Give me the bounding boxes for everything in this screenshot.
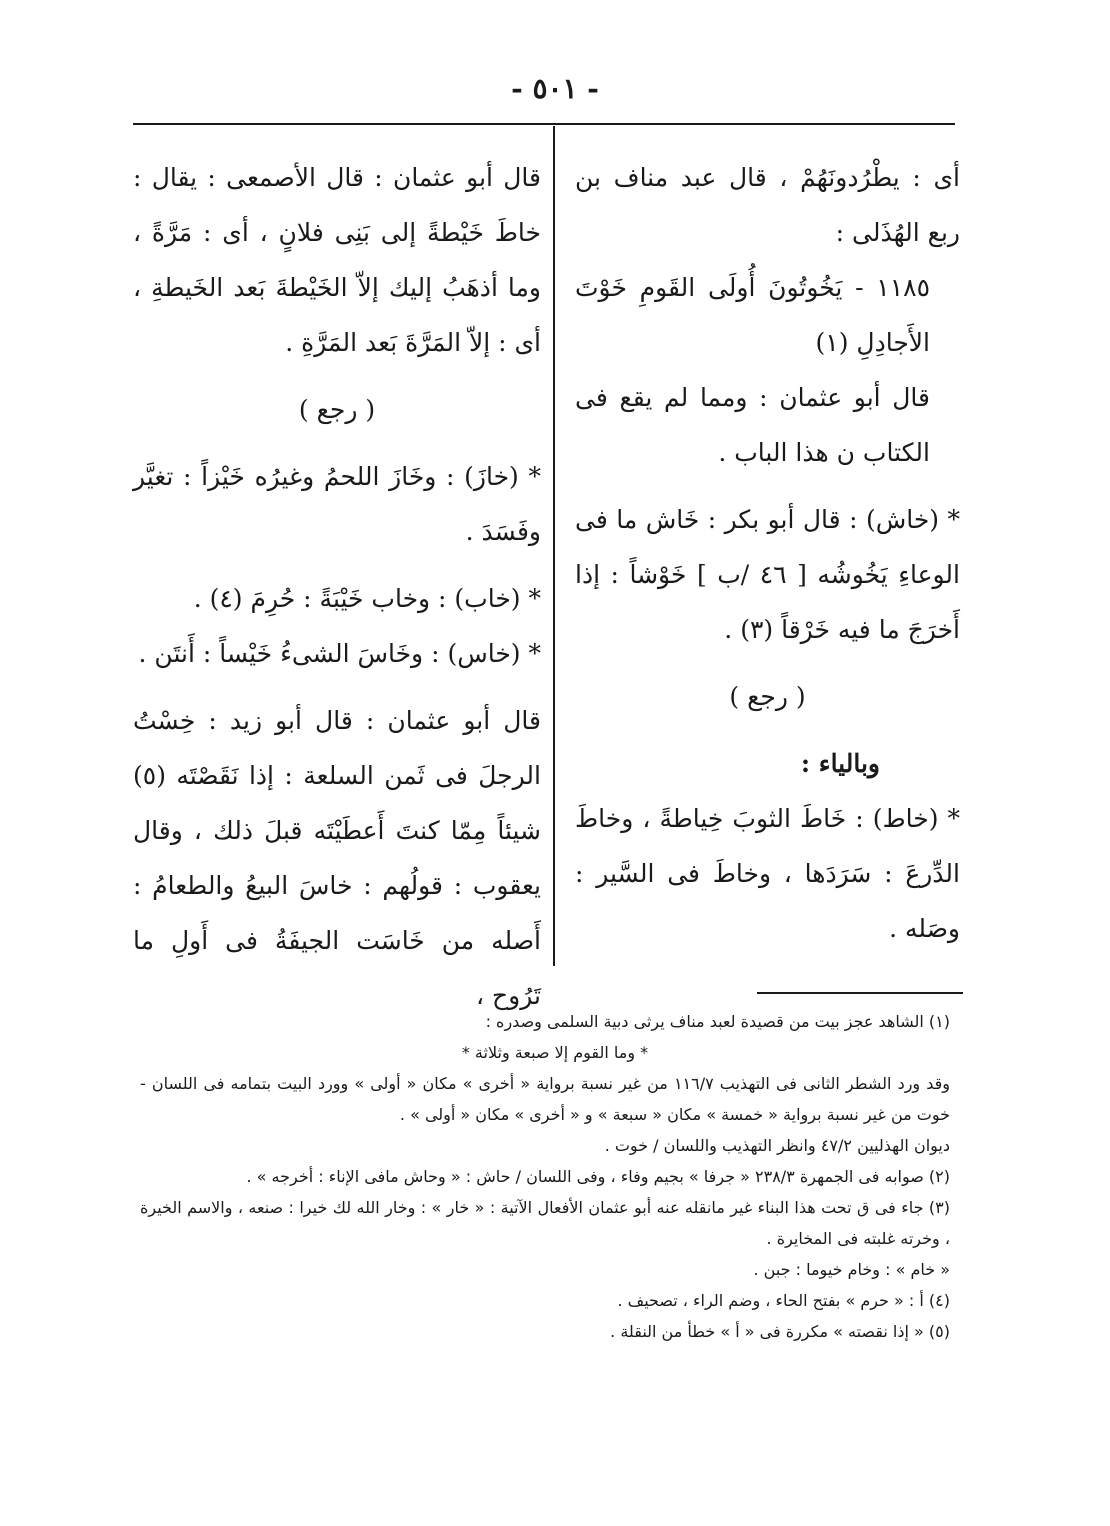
left-line-abu-zayd: قال أبو عثمان : قال أبو زيد : خِسْتُ الرجلَ فى ثَمن السلعة : إذا نَقَصْتَه (٥) شيئاً مِمّا كنتَ أَعطَيْتَه قبلَ ذلك ، وقال يعقوب : قولُهم : خاسَ البيعُ والطعامُ : أَصله من خَاسَت الجيفَةُ فى أَولِ ما تَرُوح ، bbox=[133, 706, 541, 1010]
footnotes bbox=[140, 1006, 950, 1347]
page-number: - ٥٠١ - bbox=[511, 72, 599, 105]
footnote-4: (٤) أ : « حرم » بفتح الحاء ، وضم الراء ، تصحيف . bbox=[617, 1291, 950, 1310]
right-line-khaata: * (خاط) : خَاطَ الثوبَ خِياطةً ، وخاطَ الدِّرعَ : سَرَدَها ، وخاطَ فى السَّير : وصَله . bbox=[575, 804, 960, 943]
left-line-khaaba: * (خاب) : وخاب خَيْبَةً : حُرِمَ (٤) . bbox=[193, 584, 541, 613]
right-line-verse: ١١٨٥ - يَخُوتُونَ أُولَى القَومِ خَوْتَ الأَجادِلِ (١) bbox=[575, 273, 930, 357]
left-line-return: ( رجع ) bbox=[298, 395, 376, 424]
footnote-1-ref: ديوان الهذليين ٤٧/٢ وانظر التهذيب واللسان / خوت . bbox=[604, 1136, 950, 1155]
footnote-2: (٢) صوابه فى الجمهرة ٢٣٨/٣ « جرفا » بجيم وفاء ، وفى اللسان / حاش : « وحاش مافى الإناء : أخرجه » . bbox=[246, 1167, 950, 1186]
footnote-rule bbox=[757, 992, 963, 994]
left-column bbox=[133, 150, 541, 1023]
left-line-asmai: قال أبو عثمان : قال الأصمعى : يقال : خاطَ خَيْطةً إلى بَنِى فلانٍ ، أى : مَرَّةً ، وما أذهَبُ إليك إلاّ الخَيْطةَ بَعد الخَيطةِ ، أى : إلاّ المَرَّةَ بَعد المَرَّةِ . bbox=[133, 163, 541, 357]
right-line-comment: قال أبو عثمان : ومما لم يقع فى الكتاب ن هذا الباب . bbox=[575, 383, 930, 467]
footnote-3-continued: « خام » : وخام خيوما : جبن . bbox=[753, 1260, 950, 1279]
column-divider bbox=[553, 126, 555, 966]
right-line-khaash: * (خاش) : قال أبو بكر : خَاش ما فى الوعاءِ يَخُوشُه [ ٤٦ /ب ] خَوْشاً : إذا أَخرَجَ ما فيه خَرْقاً (٣) . bbox=[575, 505, 960, 644]
right-line-heading-ya: وبالياء : bbox=[800, 749, 880, 778]
footnote-5: (٥) « إذا نقصته » مكررة فى « أ » خطأ من النقلة . bbox=[610, 1322, 950, 1341]
right-column bbox=[575, 150, 960, 956]
header-rule bbox=[133, 123, 955, 125]
footnote-1-verse: * وما القوم إلا صبعة وثلاثة * bbox=[461, 1043, 649, 1062]
footnote-1-note: وقد ورد الشطر الثانى فى التهذيب ١١٦/٧ من غير نسبة برواية « أخرى » مكان « أولى » وورد البيت بتمامه فى اللسان - خوت من غير نسبة برواية « خمسة » مكان « سبعة » و « أخرى » مكان « أولى » . bbox=[140, 1074, 950, 1124]
footnote-3: (٣) جاء فى ق تحت هذا البناء غير مانقله عنه أبو عثمان الأفعال الآتية : « خار » : وخار الله لك خيرا : صنعه ، والاسم الخيرة ، وخرته غلبته فى المخايرة . bbox=[140, 1198, 950, 1248]
left-line-khaasa: * (خاس) : وخَاسَ الشىءُ خَيْساً : أَنتَن . bbox=[138, 639, 541, 668]
right-line-intro: أى : يطْرُدونَهُمْ ، قال عبد مناف بن ربع الهُذَلى : bbox=[575, 163, 960, 247]
footnote-1: (١) الشاهد عجز بيت من قصيدة لعبد مناف يرثى دبية السلمى وصدره : bbox=[485, 1012, 950, 1031]
right-line-return: ( رجع ) bbox=[729, 682, 806, 711]
left-line-khaaza: * (خازَ) : وخَازَ اللحمُ وغيرُه خَيْزاً : تغيَّر وفَسَدَ . bbox=[133, 462, 541, 546]
